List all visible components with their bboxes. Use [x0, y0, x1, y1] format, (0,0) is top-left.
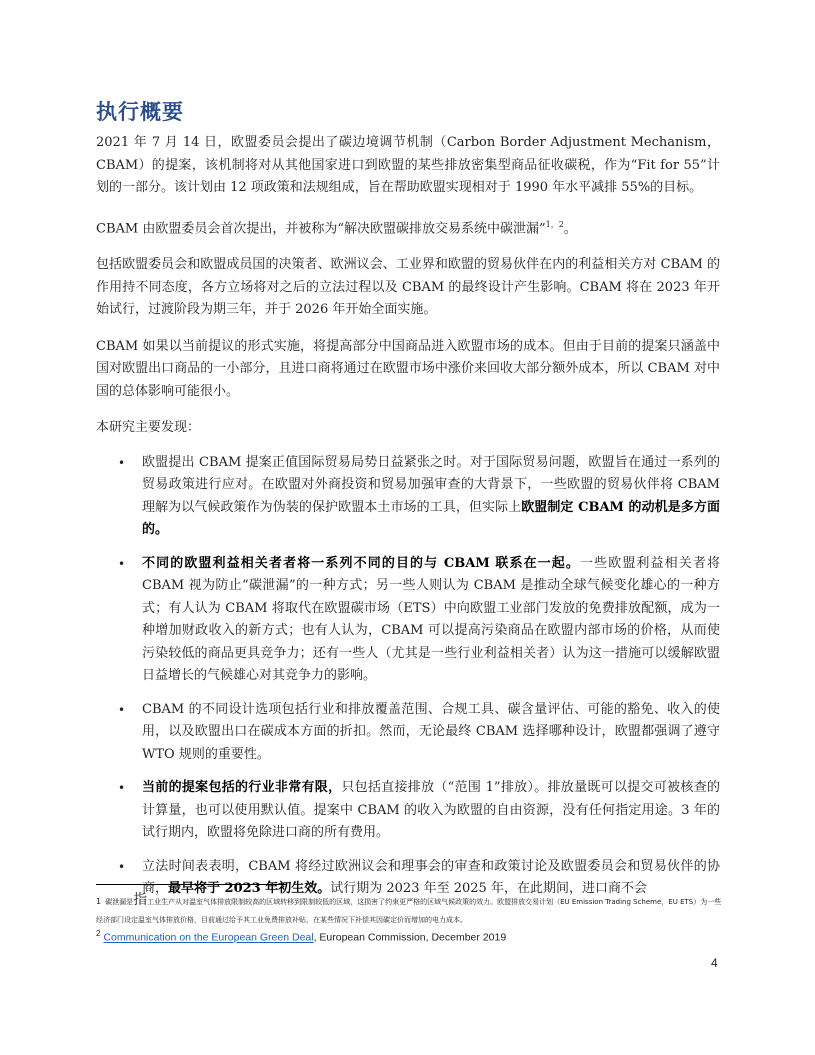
bullet-text: 一些欧盟利益相关者将 CBAM 视为防止“碳泄漏”的一种方式；另一些人则认为 CBAM 是推动全球气候变化雄心的一种方式；有人认为 CBAM 将取代在欧盟碳市场（ETS）中向欧盟工业部门发放的免费排放配额，成为一种增加财政收入的新方式；也有人认为，CBAM 可以提高污染商品在欧盟内部市场的价格，从而使污染较低的商品更具竞争力；还有一些人（尤其是一些行业利益相关者）认为这一措施可以缓解欧盟日益增长的气候雄心对其竞争力的影响。 — [142, 555, 720, 684]
bullet-text: CBAM 的不同设计选项包括行业和排放覆盖范围、合规工具、碳含量评估、可能的豁免、收入的使用，以及欧盟出口在碳成本方面的折扣。然而，无论最终 CBAM 选择哪种设计，欧盟都强调了遵守 WTO 规则的重要性。 — [142, 701, 720, 762]
paragraph-intro-1: 2021 年 7 月 14 日，欧盟委员会提出了碳边境调节机制（Carbon Border Adjustment Mechanism，CBAM）的提案，该机制将对从其他国家进口到欧盟的某些排放密集型商品征收碳税，作为“Fit for 55”计划的一部分。该计划由 12 项政策和法规组成，旨在帮助欧盟实现相对于 1990 年水平减排 55%的目标。 — [96, 135, 720, 195]
footnote-number: 2 — [96, 929, 101, 938]
footnote-reference[interactable]: 1，2 — [545, 219, 564, 229]
bullet-bold-text: 欧盟制定 CBAM 的动机是多方面的。 — [142, 499, 720, 538]
bullet-bold-text: 当前的提案包括的行业非常有限， — [142, 780, 342, 796]
list-item — [96, 777, 720, 845]
footnote-text: 工业生产从对温室气体排放限制较高的区域转移到限制较低的区域，这损害了约束更严格的区域气候政策的效力。欧盟排放交易计划（ — [147, 898, 561, 906]
paragraph-intro-4: CBAM 如果以当前提议的形式实施，将提高部分中国商品进入欧盟市场的成本。但由于目前的提案只涵盖中国对欧盟出口商品的一小部分，且进口商将通过在欧盟市场中涨价来回收大部分额外成本，所以 CBAM 对中国的总体影响可能很小。 — [96, 338, 720, 399]
footnote-text: 指 — [133, 892, 148, 908]
paragraph-2-text: CBAM 由欧盟委员会首次提出，并被称为“解决欧盟碳排放交易系统中碳泄漏” — [96, 220, 546, 236]
bullet-icon: • — [118, 702, 126, 717]
list-item — [96, 452, 720, 542]
bullet-icon: • — [118, 859, 126, 874]
footnote-2 — [96, 929, 506, 944]
page-number: 4 — [711, 956, 718, 970]
paragraph-intro-2 — [96, 214, 720, 241]
bullet-bold-text: 不同的欧盟利益相关者者将一系列不同的目的与 CBAM 联系在一起。 — [142, 555, 580, 571]
footnote-divider — [96, 884, 286, 885]
footnote-text: ）为一些经济部门设定温室气体排放价格，目前通过给予其工业免费排放补贴，在某些情况下补偿其因碳定价而增加的电力成本。 — [96, 898, 722, 924]
body-text — [96, 132, 720, 912]
paragraph-intro-3: 包括欧盟委员会和欧盟成员国的决策者、欧洲议会、工业界和欧盟的贸易伙伴在内的利益相关方对 CBAM 的作用持不同态度，各方立场将对之后的立法过程以及 CBAM 的最终设计产生影响。CBAM 将在 2023 年开始试行，过渡阶段为期三年，并于 2026 年开始全面实施。 — [96, 257, 720, 318]
footnote-number: 1 — [96, 897, 102, 906]
footnote-link[interactable]: Communication on the European Green Deal — [103, 931, 314, 944]
bullet-icon: • — [118, 556, 126, 571]
bullet-text: 立法时间表表明，CBAM 将经过欧洲议会和理事会的审查和政策讨论及欧盟委员会和贸易伙伴的协商， — [142, 858, 720, 897]
section-heading: 执行概要 — [96, 100, 184, 124]
bullet-text: 只包括直接排放（“范围 1”排放）。排放量既可以提交可被核查的计算量，也可以使用默认值。提案中 CBAM 的收入为欧盟的自由资源，没有任何指定用途。3 年的试行期内，欧盟将免除进口商的所有费用。 — [142, 780, 720, 841]
footnote-text: , European Commission, December 2019 — [313, 931, 507, 944]
bullet-bold-text: 最早将于 2023 年初生效。 — [168, 881, 331, 897]
list-item — [96, 699, 720, 767]
footnote-1 — [96, 891, 726, 929]
findings-list — [96, 452, 720, 901]
paragraph-2-end: 。 — [563, 220, 577, 236]
footnote-text: 碳泄漏是 — [105, 898, 134, 906]
bullet-text: 欧盟提出 CBAM 提案正值国际贸易局势日益紧张之时。对于国际贸易问题，欧盟旨在通过一系列的贸易政策进行应对。在欧盟对外商投资和贸易加强审查的大背景下，一些欧盟的贸易伙伴将 CBAM 理解为以气候政策作为伪装的保护欧盟本土市场的工具，但实际上 — [142, 454, 720, 515]
findings-lead: 本研究主要发现： — [96, 420, 201, 436]
bullet-text: 试行期为 2023 年至 2025 年，在此期间，进口商不会 — [330, 881, 647, 897]
footnote-text: EU Emission Trading Scheme，EU ETS — [560, 898, 694, 906]
bullet-icon: • — [118, 455, 126, 470]
list-item — [96, 553, 720, 688]
bullet-icon: • — [118, 781, 126, 796]
